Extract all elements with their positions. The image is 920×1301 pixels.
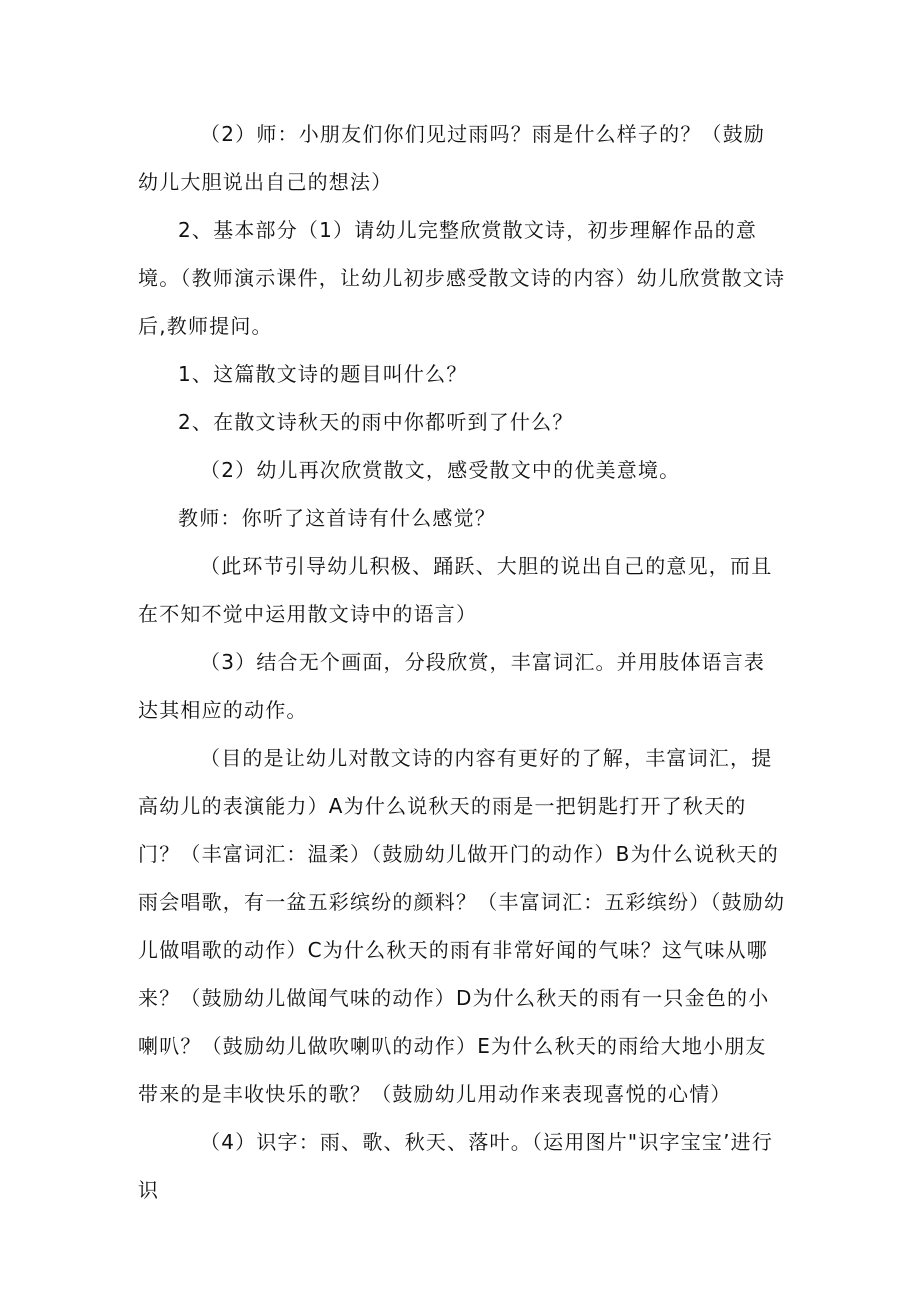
- paragraph-segment-appreciation: （3）结合无个画面，分段欣赏，丰富词汇。并用肢体语言表达其相应的动作。: [138, 650, 766, 722]
- paragraph-basic-part: 2、基本部分（1）请幼儿完整欣赏散文诗，初步理解作品的意境。（教师演示课件，让幼儿初步感受散文诗的内容）幼儿欣赏散文诗后,教师提问。: [138, 218, 786, 338]
- paragraph-guidance-note: （此环节引导幼儿积极、踊跃、大胆的说出自己的意见，而且在不知不觉中运用散文诗中的语言）: [138, 554, 773, 626]
- paragraph-purpose-questions: （目的是让幼儿对散文诗的内容有更好的了解，丰富词汇，提高幼儿的表演能力）A为什么说秋天的雨是一把钥匙打开了秋天的门？（丰富词汇：温柔）（鼓励幼儿做开门的动作）B为什么说秋天的雨会唱歌，有一盆五彩缤纷的颜料？（丰富词汇：五彩缤纷）（鼓励幼儿做唱歌的动作）C为什么秋天的雨有非常好闻的气味？这气味从哪来？（鼓励幼儿做闻气味的动作）D为什么秋天的雨有一只金色的小喇叭？（鼓励幼儿做吹喇叭的动作）E为什么秋天的雨给大地小朋友带来的是丰收快乐的歌？（鼓励幼儿用动作来表现喜悦的心情）: [138, 746, 786, 1106]
- paragraph-second-listen: （2）幼儿再次欣赏散文，感受散文中的优美意境。: [200, 458, 681, 482]
- paragraph-literacy: （4）识字：雨、歌、秋天、落叶。（运用图片"识字宝宝’进行识: [138, 1130, 774, 1202]
- paragraph-question-1: 1、这篇散文诗的题目叫什么？: [178, 362, 468, 386]
- paragraph-question-2: 2、在散文诗秋天的雨中你都听到了什么？: [178, 410, 574, 434]
- paragraph-teacher-feeling: 教师：你听了这首诗有什么感觉？: [178, 506, 496, 530]
- paragraph-teacher-question: （2）师：小朋友们你们见过雨吗？雨是什么样子的？（鼓励幼儿大胆说出自己的想法）: [138, 122, 766, 194]
